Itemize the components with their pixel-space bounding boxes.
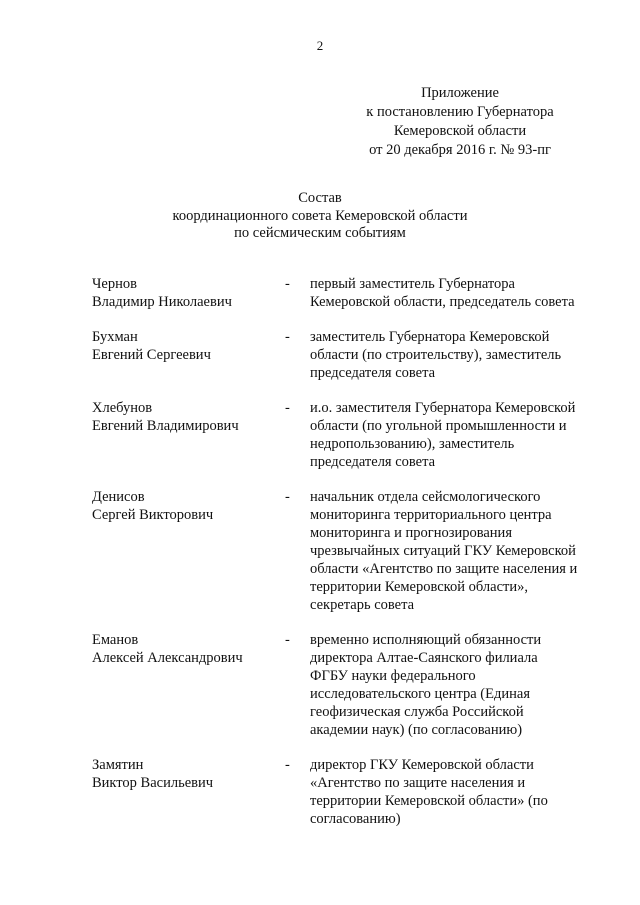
page-number: 2 (316, 38, 324, 53)
role-line: председателя совета (310, 454, 436, 470)
member-entry (92, 756, 592, 828)
role-line: области (по строительству), заместитель (310, 347, 562, 363)
member-name (92, 328, 282, 364)
member-entry (92, 275, 592, 311)
role-line: недропользованию), заместитель (310, 436, 515, 452)
role-line: академии наук) (по согласованию) (310, 722, 523, 738)
role-line: заместитель Губернатора Кемеровской (310, 329, 550, 345)
member-given-names: Владимир Николаевич (92, 294, 232, 310)
title-line: Состав (298, 190, 342, 206)
member-role (310, 488, 592, 614)
member-given-names: Сергей Викторович (92, 507, 214, 523)
member-given-names: Евгений Владимирович (92, 418, 239, 434)
member-role (310, 756, 592, 828)
member-surname: Бухман (92, 329, 138, 345)
member-dash: - (285, 276, 290, 292)
role-line: области «Агентство по защите населения и (310, 561, 578, 577)
member-role (310, 399, 592, 471)
member-name (92, 756, 282, 792)
role-line: начальник отдела сейсмологического (310, 489, 541, 505)
member-surname: Хлебунов (92, 400, 153, 416)
role-line: секретарь совета (310, 597, 415, 613)
role-line: геофизическая служба Российской (310, 704, 524, 720)
member-entry (92, 631, 592, 739)
member-surname: Еманов (92, 632, 139, 648)
appendix-line: Приложение (421, 85, 499, 101)
member-role (310, 275, 592, 311)
role-line: председателя совета (310, 365, 436, 381)
member-surname: Денисов (92, 489, 145, 505)
title-line: по сейсмическим событиям (234, 225, 406, 241)
role-line: мониторинга и прогнозирования (310, 525, 512, 541)
member-given-names: Евгений Сергеевич (92, 347, 211, 363)
member-surname: Чернов (92, 276, 137, 292)
role-line: и.о. заместителя Губернатора Кемеровской (310, 400, 576, 416)
member-role (310, 328, 592, 382)
appendix-reference (340, 84, 580, 160)
appendix-line: к постановлению Губернатора (366, 104, 554, 120)
member-name (92, 488, 282, 524)
role-line: мониторинга территориального центра (310, 507, 552, 523)
role-line: исследовательского центра (Единая (310, 686, 530, 702)
member-name (92, 275, 282, 311)
member-dash: - (285, 329, 290, 345)
role-line: временно исполняющий обязанности (310, 632, 542, 648)
role-line: области (по угольной промышленности и (310, 418, 567, 434)
role-line: территории Кемеровской области», (310, 579, 528, 595)
member-name (92, 631, 282, 667)
member-dash: - (285, 632, 290, 648)
role-line: директора Алтае-Саянского филиала (310, 650, 538, 666)
role-line: территории Кемеровской области» (по (310, 793, 548, 809)
appendix-line: Кемеровской области (393, 123, 527, 139)
role-line: согласованию) (310, 811, 401, 827)
member-dash: - (285, 757, 290, 773)
member-entry (92, 399, 592, 471)
member-dash: - (285, 400, 290, 416)
member-role (310, 631, 592, 739)
title-line: координационного совета Кемеровской области (172, 207, 468, 224)
role-line: «Агентство по защите населения и (310, 775, 526, 791)
role-line: чрезвычайных ситуаций ГКУ Кемеровской (310, 543, 576, 559)
role-line: первый заместитель Губернатора (310, 276, 515, 292)
member-surname: Замятин (92, 757, 144, 773)
member-name (92, 399, 282, 435)
role-line: директор ГКУ Кемеровской области (310, 757, 534, 773)
member-list (92, 275, 592, 828)
member-entry (92, 328, 592, 382)
appendix-line: от 20 декабря 2016 г. № 93-пг (369, 142, 551, 158)
member-entry (92, 488, 592, 614)
member-given-names: Алексей Александрович (92, 650, 243, 666)
document-title (0, 190, 640, 243)
member-given-names: Виктор Васильевич (92, 775, 214, 791)
role-line: Кемеровской области, председатель совета (310, 294, 575, 310)
role-line: ФГБУ науки федерального (310, 668, 476, 684)
member-dash: - (285, 489, 290, 505)
